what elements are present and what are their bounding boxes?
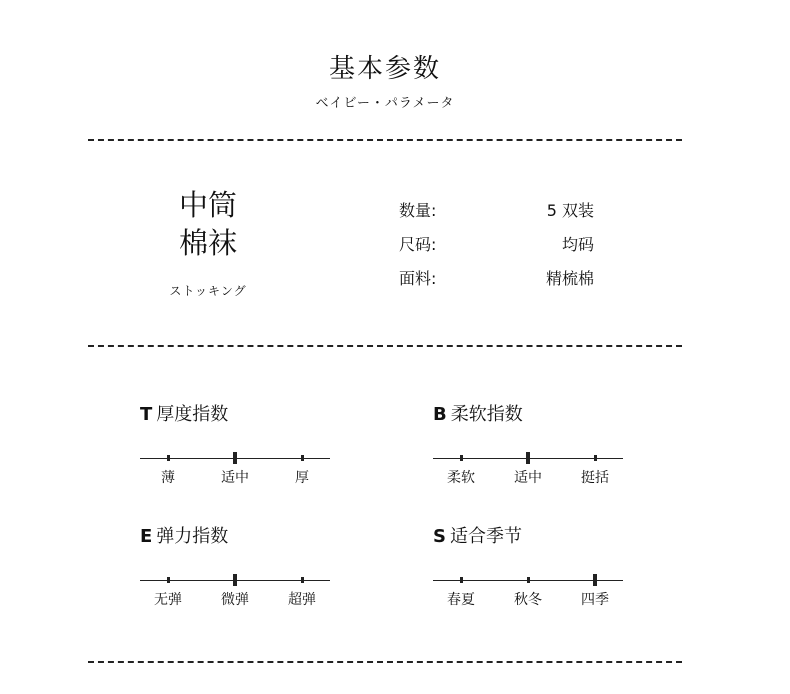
scale-tick	[594, 455, 597, 461]
spec-label-fabric: 面料:	[399, 269, 437, 288]
scale-label: 柔软	[447, 470, 475, 486]
scale-label: 适中	[221, 470, 249, 486]
scale-tick	[167, 455, 170, 461]
product-subtitle: ストッキング	[169, 284, 247, 298]
scale-title-thickness	[140, 400, 228, 426]
spec-value-size: 均码	[561, 235, 594, 254]
scale-title-season	[433, 522, 522, 548]
scale-tick-selected	[233, 452, 237, 464]
scale-letter: S	[433, 526, 446, 547]
scale-label: 挺括	[581, 470, 609, 486]
scale-tick-selected	[593, 574, 597, 586]
spec-value-fabric: 精梳棉	[545, 269, 594, 288]
scale-title-softness	[433, 400, 523, 426]
spec-value-quantity: 5 双装	[546, 201, 594, 220]
product-name-line2: 棉袜	[178, 226, 237, 260]
scale-line-softness	[433, 458, 623, 459]
scale-label: 无弹	[154, 592, 182, 608]
spec-label-quantity: 数量:	[399, 201, 437, 220]
product-name	[150, 186, 266, 262]
scale-letter: T	[140, 404, 153, 425]
divider-bottom	[88, 661, 682, 663]
scale-tick	[460, 577, 463, 583]
scale-title-text: 柔软指数	[450, 404, 523, 425]
divider-middle	[88, 345, 682, 347]
scale-letter: E	[140, 526, 153, 547]
scale-label: 适中	[514, 470, 542, 486]
scale-title-text: 适合季节	[449, 526, 522, 547]
scale-tick	[460, 455, 463, 461]
page-title: 基本参数	[328, 54, 441, 84]
scale-letter: B	[433, 404, 447, 425]
scale-tick-selected	[233, 574, 237, 586]
scale-label: 厚	[295, 470, 309, 486]
scale-tick-selected	[526, 452, 530, 464]
divider-top	[88, 139, 682, 141]
scale-label: 四季	[581, 592, 609, 608]
scale-title-elasticity	[140, 522, 228, 548]
scale-label: 薄	[161, 470, 175, 486]
scale-label: 超弹	[288, 592, 316, 608]
page-subtitle: ベイビー・パラメータ	[315, 96, 455, 111]
scale-tick	[301, 455, 304, 461]
scale-title-text: 弹力指数	[156, 526, 229, 547]
scale-tick	[301, 577, 304, 583]
scale-label: 春夏	[447, 592, 475, 608]
product-name-line1: 中筒	[178, 188, 237, 222]
scale-tick	[167, 577, 170, 583]
scale-tick	[527, 577, 530, 583]
spec-label-size: 尺码:	[399, 235, 437, 254]
scale-line-season	[433, 580, 623, 581]
scale-label: 秋冬	[514, 592, 542, 608]
scale-line-thickness	[140, 458, 330, 459]
scale-line-elasticity	[140, 580, 330, 581]
scale-label: 微弹	[221, 592, 249, 608]
scale-title-text: 厚度指数	[156, 404, 229, 425]
